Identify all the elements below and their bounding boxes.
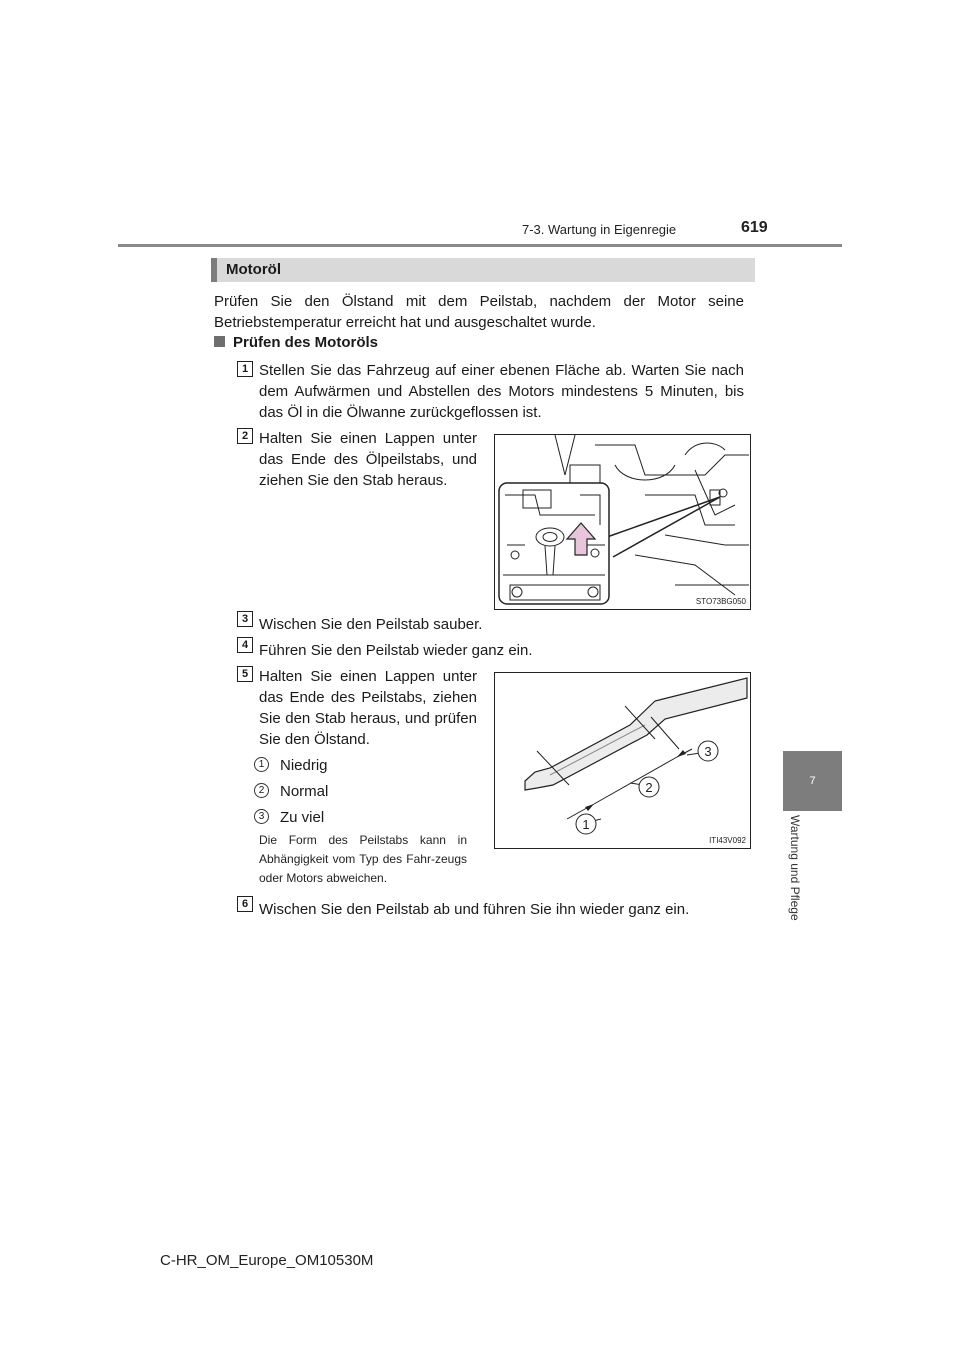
step-number-6: 6 (237, 896, 253, 912)
dipstick-drawing (495, 673, 750, 848)
subheading-text: Prüfen des Motoröls (233, 334, 379, 351)
callout-2: 2 (645, 780, 653, 795)
subheading (214, 334, 378, 351)
engine-bay-figure (494, 434, 751, 610)
running-header-section: 7-3. Wartung in Eigenregie (522, 222, 677, 237)
level-label-normal: Normal (280, 783, 329, 800)
page-number: 619 (741, 219, 768, 236)
step-number-4: 4 (237, 637, 253, 653)
callout-3: 3 (704, 744, 712, 759)
engine-bay-drawing (495, 435, 750, 609)
section-title-bar (211, 258, 755, 282)
figure-code: ITI43V092 (709, 836, 746, 845)
step-text-4: Führen Sie den Peilstab wieder ganz ein. (259, 642, 533, 659)
section-title: Motoröl (226, 261, 281, 278)
step-text-5: Halten Sie einen Lappen unter das Ende des Peilstabs, ziehen Sie den Stab heraus, und prüfen Sie den Ölstand. (259, 668, 477, 748)
step-number-5: 5 (237, 666, 253, 682)
step-number-2: 2 (237, 428, 253, 444)
chapter-tab[interactable]: 7 (783, 751, 842, 811)
level-marker-3: 3 (254, 809, 269, 824)
level-label-low: Niedrig (280, 757, 328, 774)
step-text-1: Stellen Sie das Fahrzeug auf einer ebenen Fläche ab. Warten Sie nach dem Aufwärmen und Abstellen des Motors mindestens 5 Minuten, bis das Öl in die Ölwanne zurückgeflossen ist. (259, 362, 744, 421)
footer-doc-id: C-HR_OM_Europe_OM10530M (160, 1252, 374, 1269)
note-text: Die Form des Peilstabs kann in Abhängigkeit vom Typ des Fahr-zeugs oder Motors abweichen. (259, 833, 467, 885)
step-text-3: Wischen Sie den Peilstab sauber. (259, 616, 483, 633)
level-marker-1: 1 (254, 757, 269, 772)
intro-paragraph: Prüfen Sie den Ölstand mit dem Peilstab, nachdem der Motor seine Betriebstemperatur erreicht hat und ausgeschaltet wurde. (214, 293, 744, 331)
square-bullet-icon (214, 336, 225, 347)
step-text-2: Halten Sie einen Lappen unter das Ende des Ölpeilstabs, und ziehen Sie den Stab heraus. (259, 430, 477, 489)
chapter-title-label: Wartung und Pflege (788, 815, 802, 921)
level-marker-2: 2 (254, 783, 269, 798)
dipstick-figure (494, 672, 751, 849)
chapter-title-vertical (788, 815, 802, 935)
figure-code: STO73BG050 (695, 597, 746, 606)
header-rule (118, 244, 842, 247)
step-number-1: 1 (237, 361, 253, 377)
step-text-6: Wischen Sie den Peilstab ab und führen Sie ihn wieder ganz ein. (259, 901, 690, 918)
level-label-too-much: Zu viel (280, 809, 325, 826)
step-number-3: 3 (237, 611, 253, 627)
callout-1: 1 (582, 817, 590, 832)
